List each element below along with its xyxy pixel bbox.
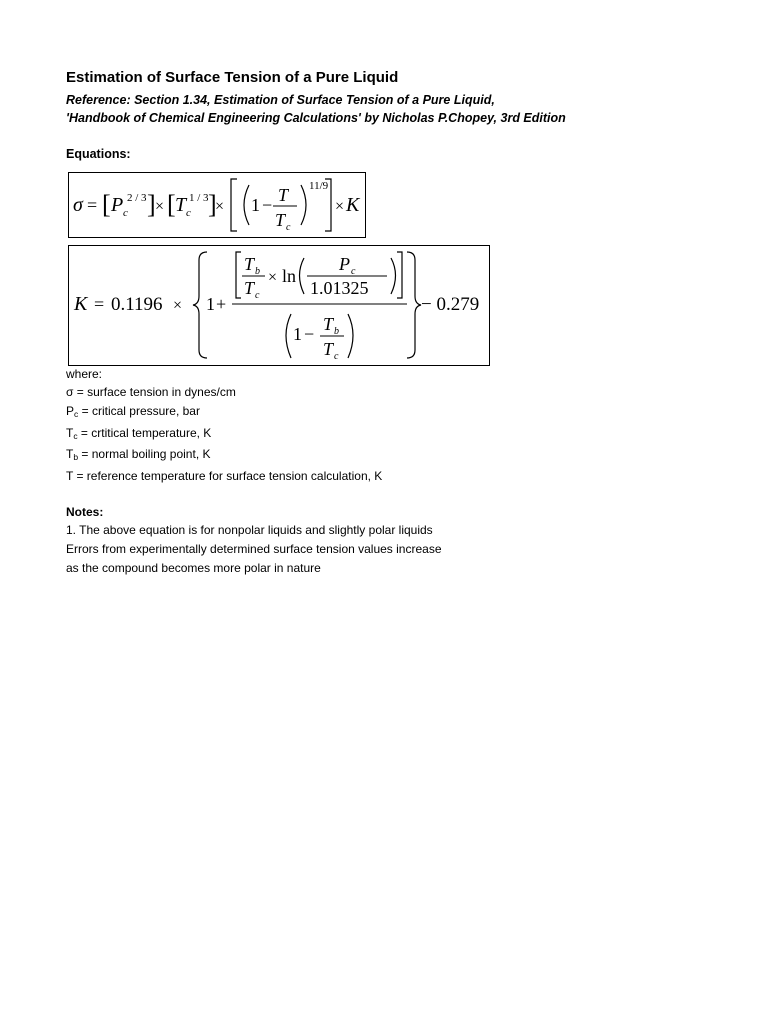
definition-tc — [66, 426, 211, 441]
definition-tb — [66, 447, 211, 462]
eq2-num-Tc-sub: c — [255, 290, 260, 301]
eq2-plus: + — [216, 294, 227, 314]
eq1-exp-13: 1 / 3 — [189, 192, 209, 204]
eq2-brace-open — [193, 252, 207, 358]
reference-line-2: 'Handbook of Chemical Engineering Calculations' by Nicholas P.Chopey, 3rd Edition — [66, 111, 566, 125]
eq1-equals: = — [87, 195, 98, 215]
eq1-T: T — [175, 194, 187, 216]
eq1-T-sub: c — [186, 207, 191, 219]
eq2-ln: ln — [282, 266, 297, 286]
reference-line-1: Reference: Section 1.34, Estimation of Surface Tension of a Pure Liquid, — [66, 93, 495, 107]
eq1-times-3: × — [335, 198, 345, 215]
eq2-times-2: × — [268, 269, 278, 286]
note-line-3: as the compound becomes more polar in nature — [66, 561, 321, 575]
eq2-den-Tb: T — [323, 314, 334, 334]
eq2-num-Tb-sub: b — [255, 266, 260, 277]
definition-subscript: b — [73, 452, 79, 462]
eq1-one: 1 — [251, 195, 260, 215]
eq2-tail: − 0.279 — [421, 294, 480, 315]
definition-text: = critical pressure, bar — [78, 404, 200, 418]
definition-pc — [66, 404, 200, 419]
eq2-den-paren-close — [348, 314, 353, 358]
eq2-den-Tc-sub: c — [334, 351, 339, 362]
where-label: where: — [66, 367, 103, 381]
equation-2-formula — [69, 246, 489, 365]
page-title: Estimation of Surface Tension of a Pure Liquid — [66, 69, 399, 86]
definition-symbol: σ — [66, 385, 74, 399]
note-line-2: Errors from experimentally determined surface tension values increase — [66, 542, 442, 556]
eq2-ln-paren-close — [391, 258, 396, 294]
eq1-times-1: × — [155, 198, 165, 215]
equation-1-box — [68, 172, 366, 238]
eq2-K: K — [74, 293, 88, 315]
eq2-brace-close — [407, 252, 421, 358]
eq1-bracket-open-2: [ — [167, 190, 176, 219]
definition-symbol: P — [66, 404, 75, 418]
eq1-minus: − — [262, 195, 273, 215]
eq2-den-paren-open — [286, 314, 291, 358]
eq1-bracket-close-1: ] — [147, 190, 156, 219]
eq2-num-Tc: T — [244, 278, 255, 298]
eq2-coef: 0.1196 — [111, 294, 163, 315]
equations-label: Equations: — [66, 147, 131, 161]
eq1-paren-close — [301, 185, 306, 225]
eq1-K: K — [346, 194, 360, 216]
eq1-exp-23: 2 / 3 — [127, 192, 147, 204]
definition-sigma — [66, 385, 236, 399]
eq2-den-minus: − — [304, 324, 315, 344]
definition-symbol: T — [66, 426, 74, 440]
eq1-paren-open — [244, 185, 249, 225]
eq1-times-2: × — [215, 198, 225, 215]
eq2-one: 1 — [206, 294, 215, 314]
eq1-frac-den-T: T — [275, 210, 286, 230]
definition-subscript: c — [74, 409, 79, 419]
definition-symbol: T — [66, 447, 74, 461]
eq1-frac-num-T: T — [278, 185, 289, 205]
eq1-P: P — [111, 194, 124, 216]
definition-symbol: T — [66, 469, 74, 483]
eq1-bracket-open-1: [ — [102, 190, 111, 219]
equation-2-box — [68, 245, 490, 366]
eq1-bracket-close-2: ] — [208, 190, 217, 219]
eq2-num-bracket-close — [397, 252, 402, 298]
definition-subscript: c — [73, 431, 78, 441]
eq2-ln-paren-open — [300, 258, 305, 294]
definition-text: = normal boiling point, K — [78, 447, 211, 461]
eq1-exp-119: 11/9 — [309, 180, 329, 192]
definition-text: = reference temperature for surface tension calculation, K — [73, 469, 383, 483]
equation-1-formula — [69, 173, 365, 237]
eq2-Pc-sub: c — [351, 266, 356, 277]
eq2-equals: = — [94, 294, 105, 314]
definition-text: = surface tension in dynes/cm — [73, 385, 236, 399]
note-line-1: 1. The above equation is for nonpolar liquids and slightly polar liquids — [66, 523, 433, 537]
eq2-den-one: 1 — [293, 324, 302, 344]
eq1-sigma: σ — [73, 194, 83, 216]
definition-text: = crtitical temperature, K — [77, 426, 212, 440]
eq1-P-sub: c — [123, 207, 128, 219]
eq1-big-bracket-open — [231, 179, 237, 231]
eq1-frac-den-sub: c — [286, 222, 291, 233]
eq2-num-Tb: T — [244, 254, 255, 274]
definition-t — [66, 469, 382, 483]
eq2-denom-value: 1.01325 — [310, 278, 369, 298]
eq2-times-1: × — [173, 297, 183, 314]
eq2-den-Tc: T — [323, 339, 334, 359]
eq2-num-bracket-open — [236, 252, 241, 298]
eq2-Pc: P — [339, 254, 350, 274]
notes-label: Notes: — [66, 505, 104, 519]
eq2-den-Tb-sub: b — [334, 326, 339, 337]
